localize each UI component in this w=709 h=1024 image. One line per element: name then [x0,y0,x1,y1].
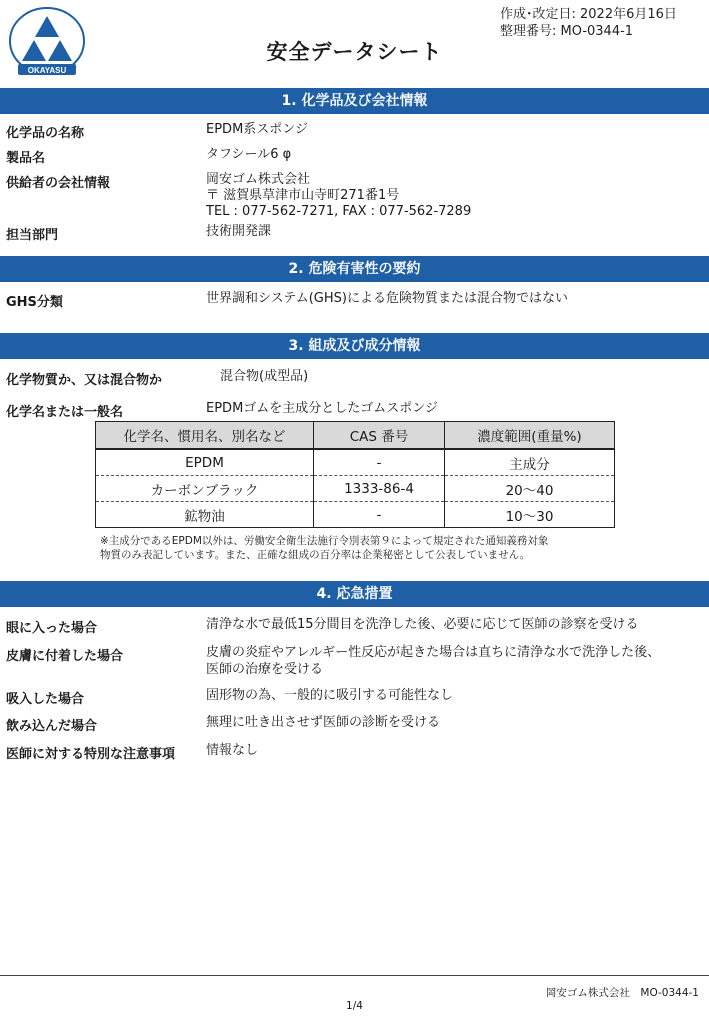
revision-date: 作成･改定日: 2022年6月16日 [500,7,677,22]
value-inhalation: 固形物の為、一般的に吸引する可能性なし [206,688,454,703]
col-header-name: 化学名、慣用名、別名など [96,422,314,450]
label-inhalation: 吸入した場合 [6,692,85,707]
label-ingestion: 飲み込んだ場合 [6,719,98,734]
value-ingestion: 無理に吐き出させず医師の診断を受ける [206,715,441,730]
value-department: 技術開発課 [206,224,272,239]
table-row [96,449,615,476]
value-eye-contact: 清浄な水で最低15分間目を洗浄した後、必要に応じて医師の診察を受ける [206,617,639,632]
page-number: 1/4 [346,1000,363,1012]
col-header-cas: CAS 番号 [314,422,445,450]
section-4-heading: 4. 応急措置 [0,581,709,607]
logo-text: OKAYASU [27,66,67,75]
label-department: 担当部門 [6,228,59,243]
value-product-name: EPDM系スポンジ [206,122,308,137]
section-1-heading: 1. 化学品及び会社情報 [0,88,709,114]
label-trade-name: 製品名 [6,151,46,166]
value-trade-name: タフシール6 φ [206,147,292,162]
label-supplier: 供給者の会社情報 [6,176,111,191]
document-meta [500,6,677,40]
value-substance-type: 混合物(成型品) [220,369,309,384]
label-skin-contact: 皮膚に付着した場合 [6,649,124,664]
page-title: 安全データシート [266,40,443,64]
cell-concentration: 主成分 [445,449,615,476]
label-ghs: GHS分類 [6,295,63,310]
col-header-concentration: 濃度範囲(重量%) [445,422,615,450]
value-supplier-contact: TEL : 077-562-7271, FAX : 077-562-7289 [206,204,472,219]
cell-cas: - [314,449,445,476]
section-2-heading: 2. 危険有害性の要約 [0,256,709,282]
cell-name: カーボンブラック [96,476,314,502]
cell-concentration: 20～40 [445,476,615,502]
cell-cas: 1333-86-4 [314,476,445,502]
label-chemical-name: 化学名または一般名 [6,405,124,420]
label-substance-type: 化学物質か、又は混合物か [6,373,163,388]
cell-name: EPDM [96,449,314,476]
footer-divider [0,975,709,976]
value-supplier-address: 〒 滋賀県草津市山寺町271番1号 [206,188,400,203]
cell-concentration: 10～30 [445,502,615,528]
table-row [96,476,615,502]
cell-name: 鉱物油 [96,502,314,528]
value-chemical-name: EPDMゴムを主成分としたゴムスポンジ [206,401,438,416]
note-line-1: ※主成分であるEPDM以外は、労働安全衛生法施行令別表第９によって規定された通知義務対象 [100,535,549,547]
cell-cas: - [314,502,445,528]
composition-table [95,421,615,528]
value-skin-contact-2: 医師の治療を受ける [206,662,324,677]
document-number: 整理番号: MO-0344-1 [500,24,634,39]
label-eye-contact: 眼に入った場合 [6,621,98,636]
value-supplier-name: 岡安ゴム株式会社 [206,172,311,187]
value-physician-notes: 情報なし [206,743,259,758]
value-skin-contact: 皮膚の炎症やアレルギー性反応が起きた場合は直ちに清浄な水で洗浄した後、 [206,645,661,660]
label-physician-notes: 医師に対する特別な注意事項 [6,747,176,762]
note-line-2: 物質のみ表記しています。また、正確な組成の百分率は企業秘密として公表していません。 [100,549,531,561]
table-row [96,502,615,528]
section-3-heading: 3. 組成及び成分情報 [0,333,709,359]
value-ghs: 世界調和システム(GHS)による危険物質または混合物ではない [206,291,568,306]
table-header-row [96,422,615,450]
composition-note [100,534,548,562]
footer-company: 岡安ゴム株式会社 MO-0344-1 [545,987,699,999]
label-product-name: 化学品の名称 [6,126,85,141]
